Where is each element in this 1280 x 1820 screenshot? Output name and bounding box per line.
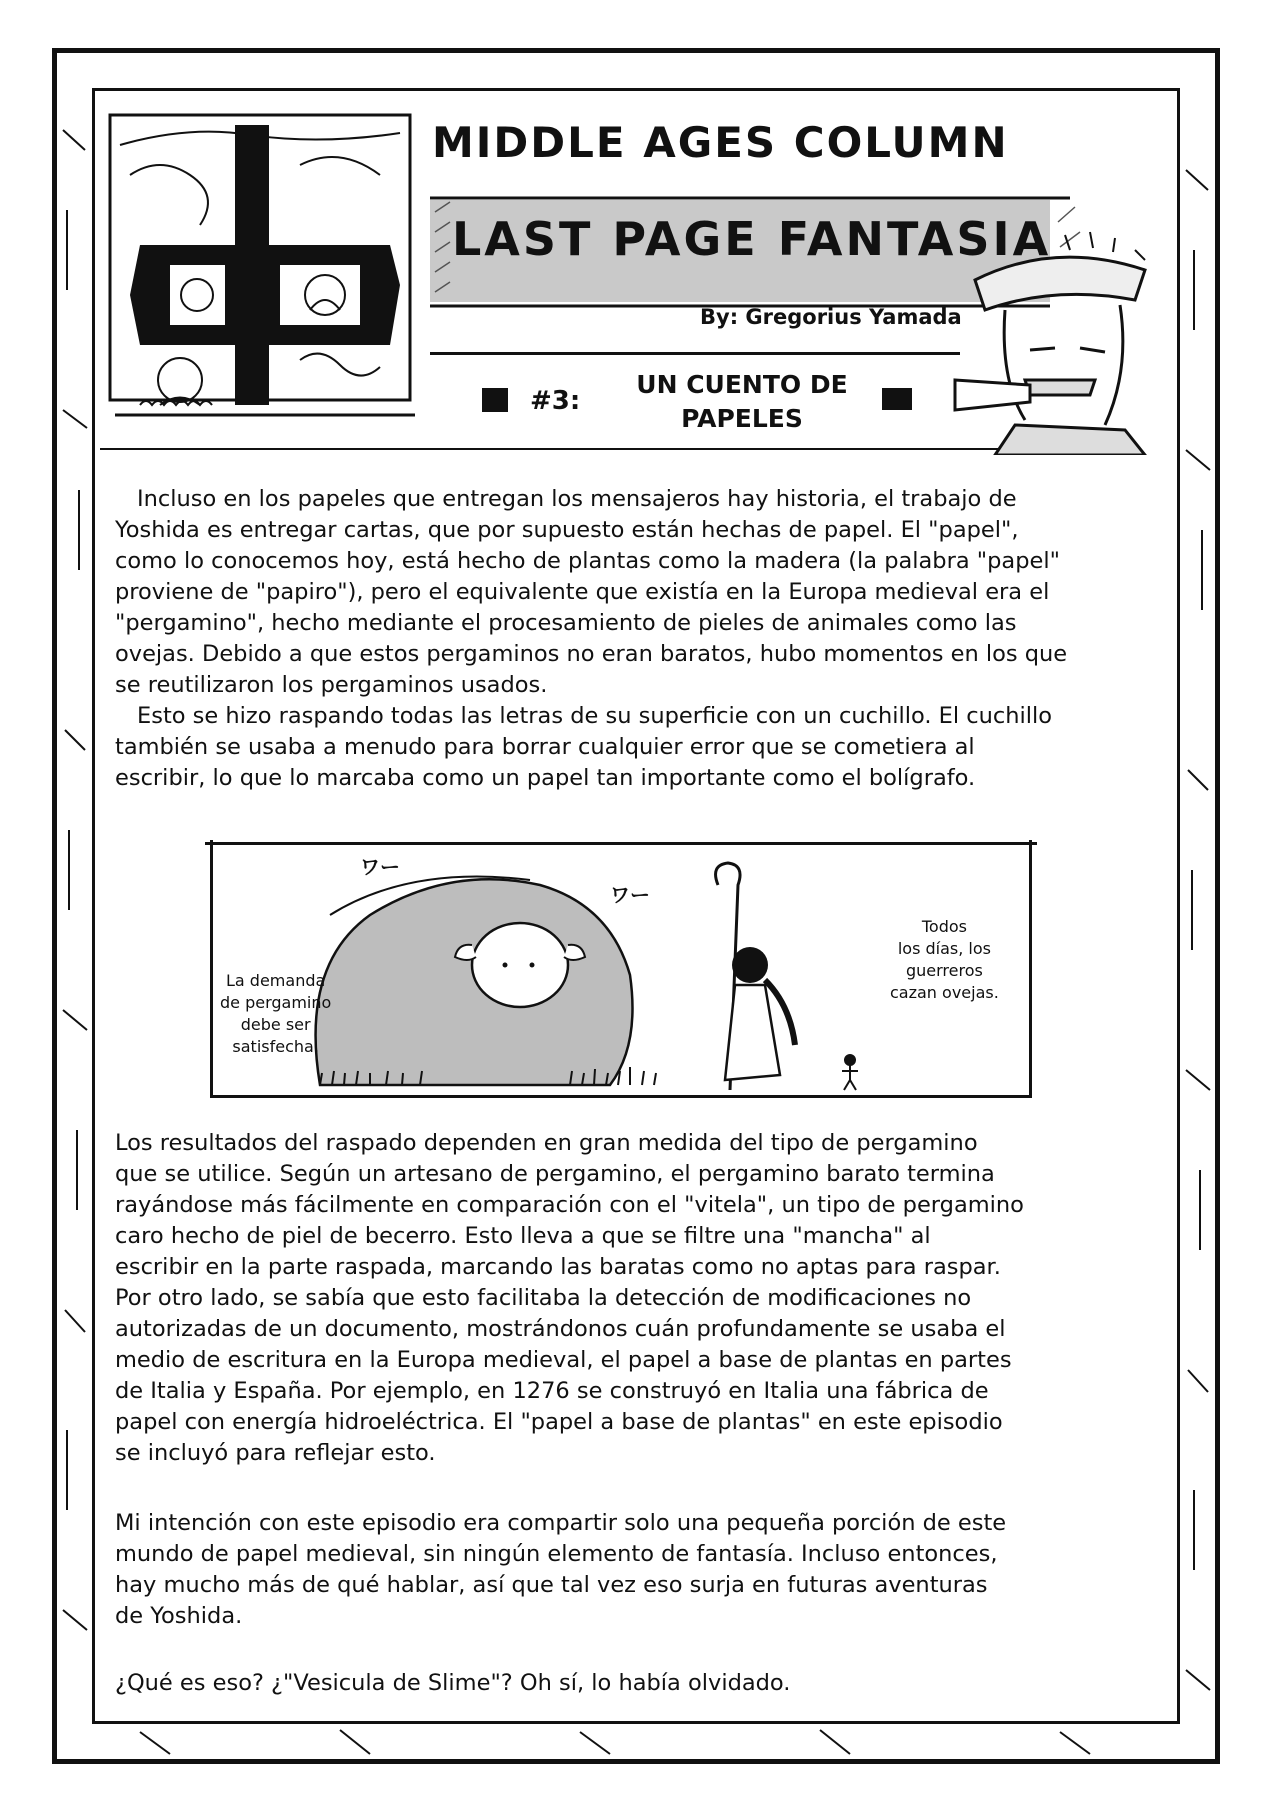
episode-marker-right (882, 388, 912, 410)
text-line: "pergamino", hecho mediante el procesamiento de pieles de animales como las (115, 610, 1017, 636)
caption-line: La demanda (226, 971, 326, 990)
text-line: autorizadas de un documento, mostrándonos cuán profundamente se usaba el (115, 1316, 1006, 1342)
text-line: como lo conocemos hoy, está hecho de plantas como la madera (la palabra "papel" (115, 548, 1060, 574)
text-line: hay mucho más de qué hablar, así que tal vez eso surja en futuras aventuras (115, 1572, 988, 1598)
text-line: ovejas. Debido a que estos pergaminos no eran baratos, hubo momentos en los que (115, 641, 1068, 667)
text-line: Los resultados del raspado dependen en gran medida del tipo de pergamino (115, 1130, 978, 1156)
frame-hatching-right (1180, 110, 1215, 1750)
episode-marker-left (482, 388, 508, 412)
text-line: también se usaba a menudo para borrar cualquier error que se cometiera al (115, 734, 975, 760)
text-line: de Yoshida. (115, 1603, 243, 1629)
sound-effect-1: ワー (360, 855, 400, 879)
text-line: Esto se hizo raspando todas las letras de su superficie con un cuchillo. El cuchillo (137, 703, 1053, 729)
text-line: proviene de "papiro"), pero el equivalente que existía en la Europa medieval era el (115, 579, 1050, 605)
text-line: rayándose más fácilmente en comparación con el "vitela", un tipo de pergamino (115, 1192, 1024, 1218)
text-line: escribir en la parte raspada, marcando las baratas como no aptas para raspar. (115, 1254, 1001, 1280)
body-paragraph-4 (115, 1508, 1150, 1632)
body-paragraph-3 (115, 1128, 1150, 1469)
body-paragraph-1 (115, 484, 1150, 701)
mascot-character-icon (945, 230, 1160, 455)
header-bottom-rule (100, 448, 1000, 450)
text-line: escribir, lo que lo marcaba como un papel tan importante como el bolígrafo. (115, 765, 976, 791)
frame-hatching-bottom (100, 1724, 1180, 1760)
text-line: de Italia y España. Por ejemplo, en 1276 se construyó en Italia una fábrica de (115, 1378, 989, 1404)
sound-effect-2: ワー (610, 883, 650, 907)
caption-line: los días, los (897, 939, 991, 958)
text-line: mundo de papel medieval, sin ningún elemento de fantasía. Incluso entonces, (115, 1541, 998, 1567)
body-paragraph-2 (115, 701, 1150, 794)
caption-line: satisfecha. (232, 1037, 319, 1056)
caption-line: Todos (921, 917, 967, 936)
byline: By: Gregorius Yamada (700, 305, 962, 329)
episode-title-line1: UN CUENTO DE (636, 370, 848, 399)
caption-line: de pergamino (220, 993, 332, 1012)
episode-heading (482, 368, 922, 438)
text-line: Por otro lado, se sabía que esto facilitaba la detección de modificaciones no (115, 1285, 972, 1311)
episode-title (612, 368, 872, 436)
caption-right (890, 916, 999, 1004)
frame-hatching-left (57, 110, 92, 1750)
text-line: Incluso en los papeles que entregan los mensajeros hay historia, el trabajo de (137, 486, 1017, 512)
text-line: papel con energía hidroeléctrica. El "papel a base de plantas" en este episodio (115, 1409, 1003, 1435)
text-line: medio de escritura en la Europa medieval, el papel a base de plantas en partes (115, 1347, 1012, 1373)
header-rule (430, 352, 960, 355)
text-line: se reutilizaron los pergaminos usados. (115, 672, 548, 698)
caption-line: guerreros (905, 961, 983, 980)
text-line: Yoshida es entregar cartas, que por supuesto están hechas de papel. El "papel", (115, 517, 1019, 543)
text-line: se incluyó para reflejar esto. (115, 1440, 436, 1466)
body-paragraph-5: ¿Qué es eso? ¿"Vesicula de Slime"? Oh sí, lo había olvidado. (115, 1670, 791, 1696)
episode-number: #3: (530, 386, 581, 416)
text-line: que se utilice. Según un artesano de pergamino, el pergamino barato termina (115, 1161, 995, 1187)
illuminated-letter-icon (100, 105, 430, 430)
caption-line: debe ser (240, 1015, 311, 1034)
column-title: MIDDLE AGES COLUMN (432, 118, 1009, 167)
episode-title-line2: PAPELES (681, 404, 803, 433)
caption-left (220, 970, 331, 1058)
main-title: LAST PAGE FANTASIA (452, 212, 1052, 266)
caption-line: cazan ovejas. (890, 983, 999, 1002)
text-line: caro hecho de piel de becerro. Esto lleva a que se filtre una "mancha" al (115, 1223, 931, 1249)
text-line: Mi intención con este episodio era compartir solo una pequeña porción de este (115, 1510, 1007, 1536)
